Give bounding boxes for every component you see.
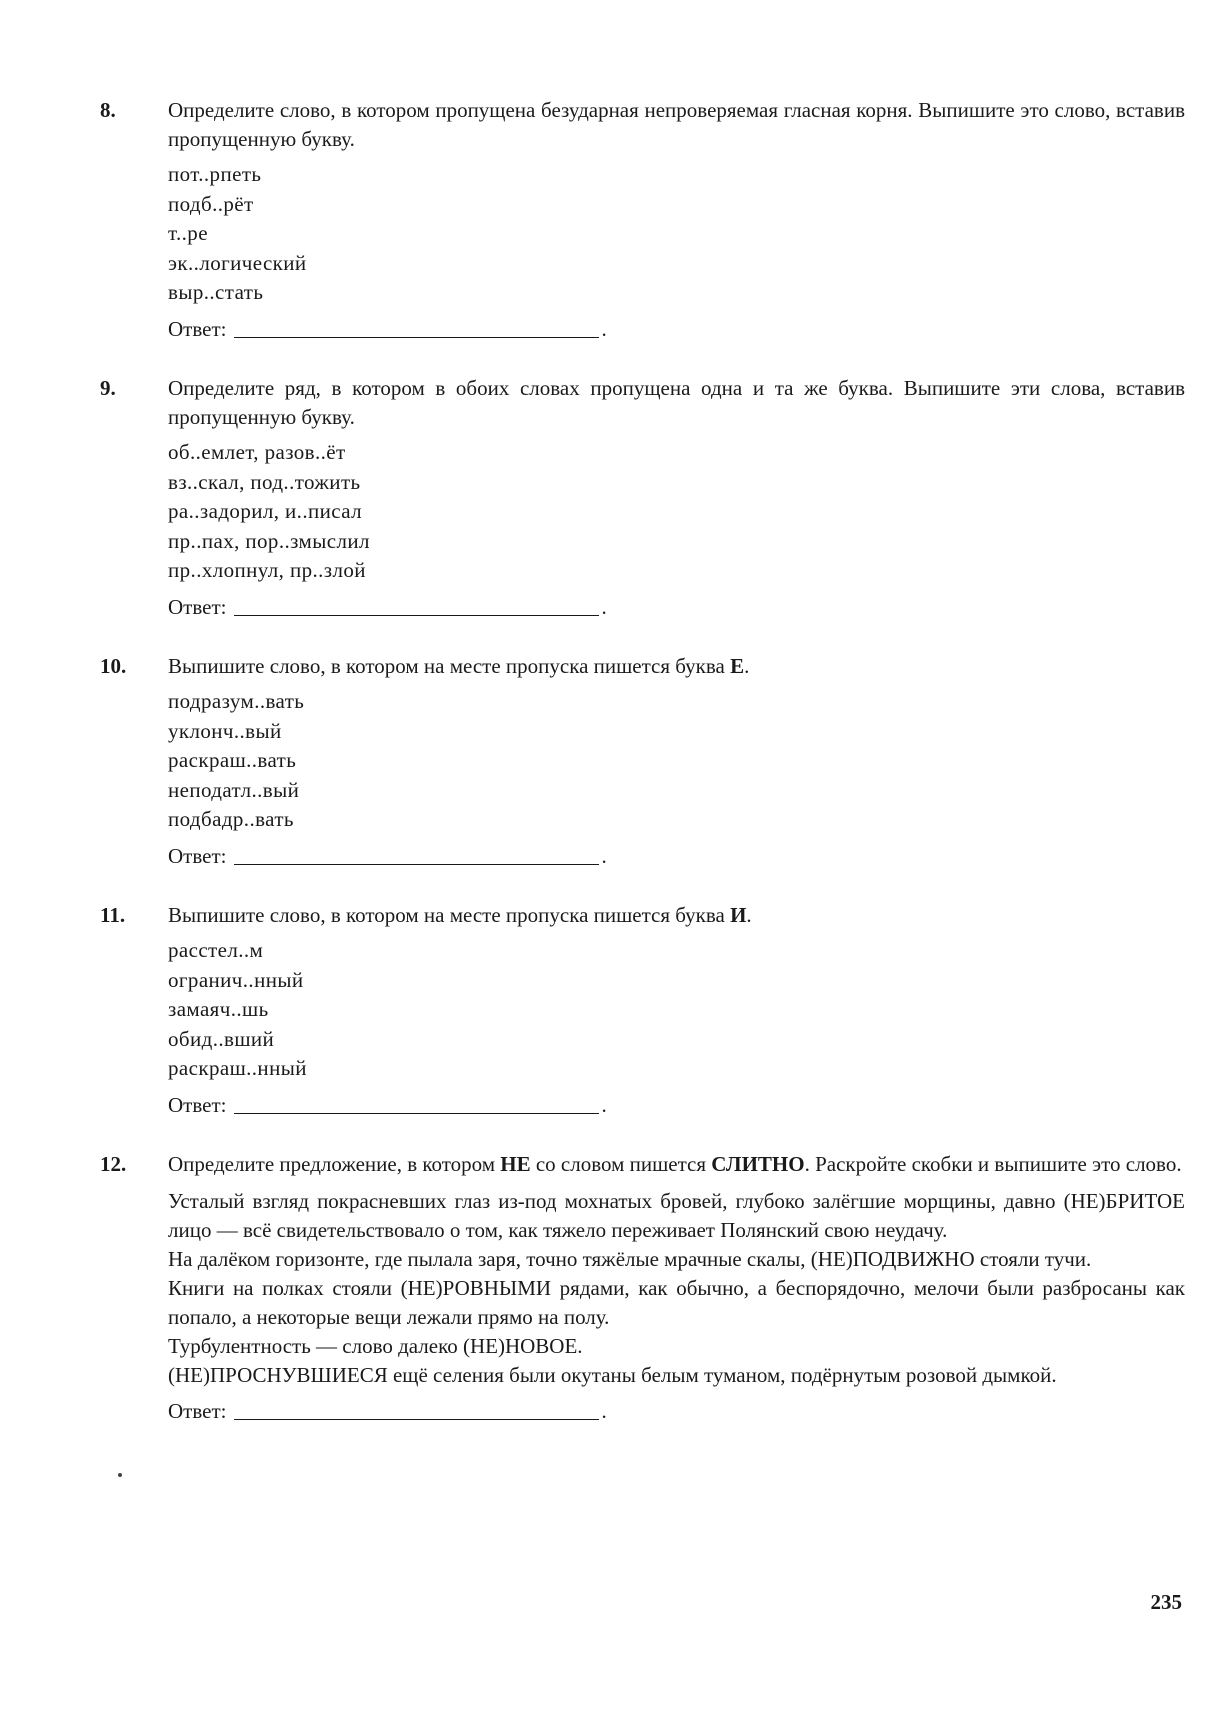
answer-label: Ответ: xyxy=(168,316,227,341)
answer-row: Ответ: . xyxy=(168,1396,1185,1426)
sentence-item: На далёком горизонте, где пылала заря, точно тяжёлые мрачные скалы, (НЕ)ПОДВИЖНО стояли тучи. xyxy=(168,1247,1092,1271)
task-number: 12. xyxy=(100,1152,127,1176)
task-question: Определите слово, в котором пропущена безударная непроверяемая гласная корня. Выпишите это слово, вставив пропущенную букву. xyxy=(168,98,1185,151)
sentence-item: Турбулентность — слово далеко (НЕ)НОВОЕ. xyxy=(168,1334,583,1358)
option-item: огранич..нный xyxy=(168,967,304,992)
option-item: т..ре xyxy=(168,221,208,245)
sentence-list xyxy=(168,1187,1185,1390)
answer-row: Ответ: . xyxy=(168,841,1185,871)
option-item: об..емлет, разов..ёт xyxy=(168,440,346,464)
option-list xyxy=(168,936,1185,1084)
answer-row: Ответ: . xyxy=(168,1090,1185,1120)
task-number: 8. xyxy=(100,98,116,122)
sentence-item: (НЕ)ПРОСНУВШИЕСЯ ещё селения были окутаны белым туманом, подёрнутым розовой дымкой. xyxy=(168,1363,1057,1387)
task-question: Определите ряд, в котором в обоих словах пропущена одна и та же буква. Выпишите эти слова, вставив пропущенную букву. xyxy=(168,376,1185,429)
option-item: раскраш..нный xyxy=(168,1056,307,1080)
target-letter: И xyxy=(730,903,747,927)
answer-label: Ответ: xyxy=(168,594,227,619)
answer-input-line[interactable] xyxy=(234,614,599,616)
answer-label: Ответ: xyxy=(168,1092,227,1117)
option-item: уклонч..вый xyxy=(168,718,282,743)
option-item: выр..стать xyxy=(168,280,264,304)
option-list xyxy=(168,160,1185,308)
answer-input-line[interactable] xyxy=(234,1112,599,1114)
option-item: подб..рёт xyxy=(168,191,254,216)
option-item: раскраш..вать xyxy=(168,748,297,772)
sentence-item: Книги на полках стояли (НЕ)РОВНЫМИ рядами, как обычно, а беспорядочно, мелочи были разбросаны как попало, а некоторые вещи лежали прямо на полу. xyxy=(168,1276,1185,1329)
option-item: замаяч..шь xyxy=(168,997,269,1021)
answer-input-line[interactable] xyxy=(234,863,599,865)
sentence-item: Усталый взгляд покрасневших глаз из-под мохнатых бровей, глубоко залёгшие морщины, давно (НЕ)БРИТОЕ лицо — всё свидетельствовало о том, как тяжело переживает Полянский свою неудачу. xyxy=(168,1189,1185,1242)
option-item: ра..задорил, и..писал xyxy=(168,499,363,523)
task-number: 11. xyxy=(100,903,126,927)
answer-input-line[interactable] xyxy=(234,336,599,338)
option-item: расстел..м xyxy=(168,938,264,962)
task-question: Выпишите слово, в котором на месте пропуска пишется буква Е. xyxy=(168,654,750,678)
option-item: эк..логический xyxy=(168,250,307,275)
option-item: пр..хлопнул, пр..злой xyxy=(168,558,366,582)
task-question: Выпишите слово, в котором на месте пропуска пишется буква И. xyxy=(168,903,752,927)
option-item: неподатл..вый xyxy=(168,777,300,802)
option-item: вз..скал, под..тожить xyxy=(168,469,361,494)
answer-row: Ответ: . xyxy=(168,592,1185,622)
target-letter: Е xyxy=(730,654,745,678)
print-speck xyxy=(118,1473,122,1477)
answer-label: Ответ: xyxy=(168,843,227,868)
option-item: обид..вший xyxy=(168,1026,275,1051)
option-item: подразум..вать xyxy=(168,689,305,713)
task-number: 10. xyxy=(100,654,127,678)
answer-row: Ответ: . xyxy=(168,314,1185,344)
option-item: пот..рпеть xyxy=(168,162,262,186)
option-item: пр..пах, пор..змыслил xyxy=(168,528,370,553)
task-question: Определите предложение, в котором НЕ со словом пишется СЛИТНО. Раскройте скобки и выпишите это слово. xyxy=(168,1152,1182,1176)
option-item: подбадр..вать xyxy=(168,807,294,831)
answer-input-line[interactable] xyxy=(234,1418,599,1420)
task-number: 9. xyxy=(100,376,116,400)
page-number: 235 xyxy=(1150,1590,1182,1614)
option-list xyxy=(168,687,1185,835)
answer-label: Ответ: xyxy=(168,1399,227,1423)
option-list xyxy=(168,438,1185,586)
